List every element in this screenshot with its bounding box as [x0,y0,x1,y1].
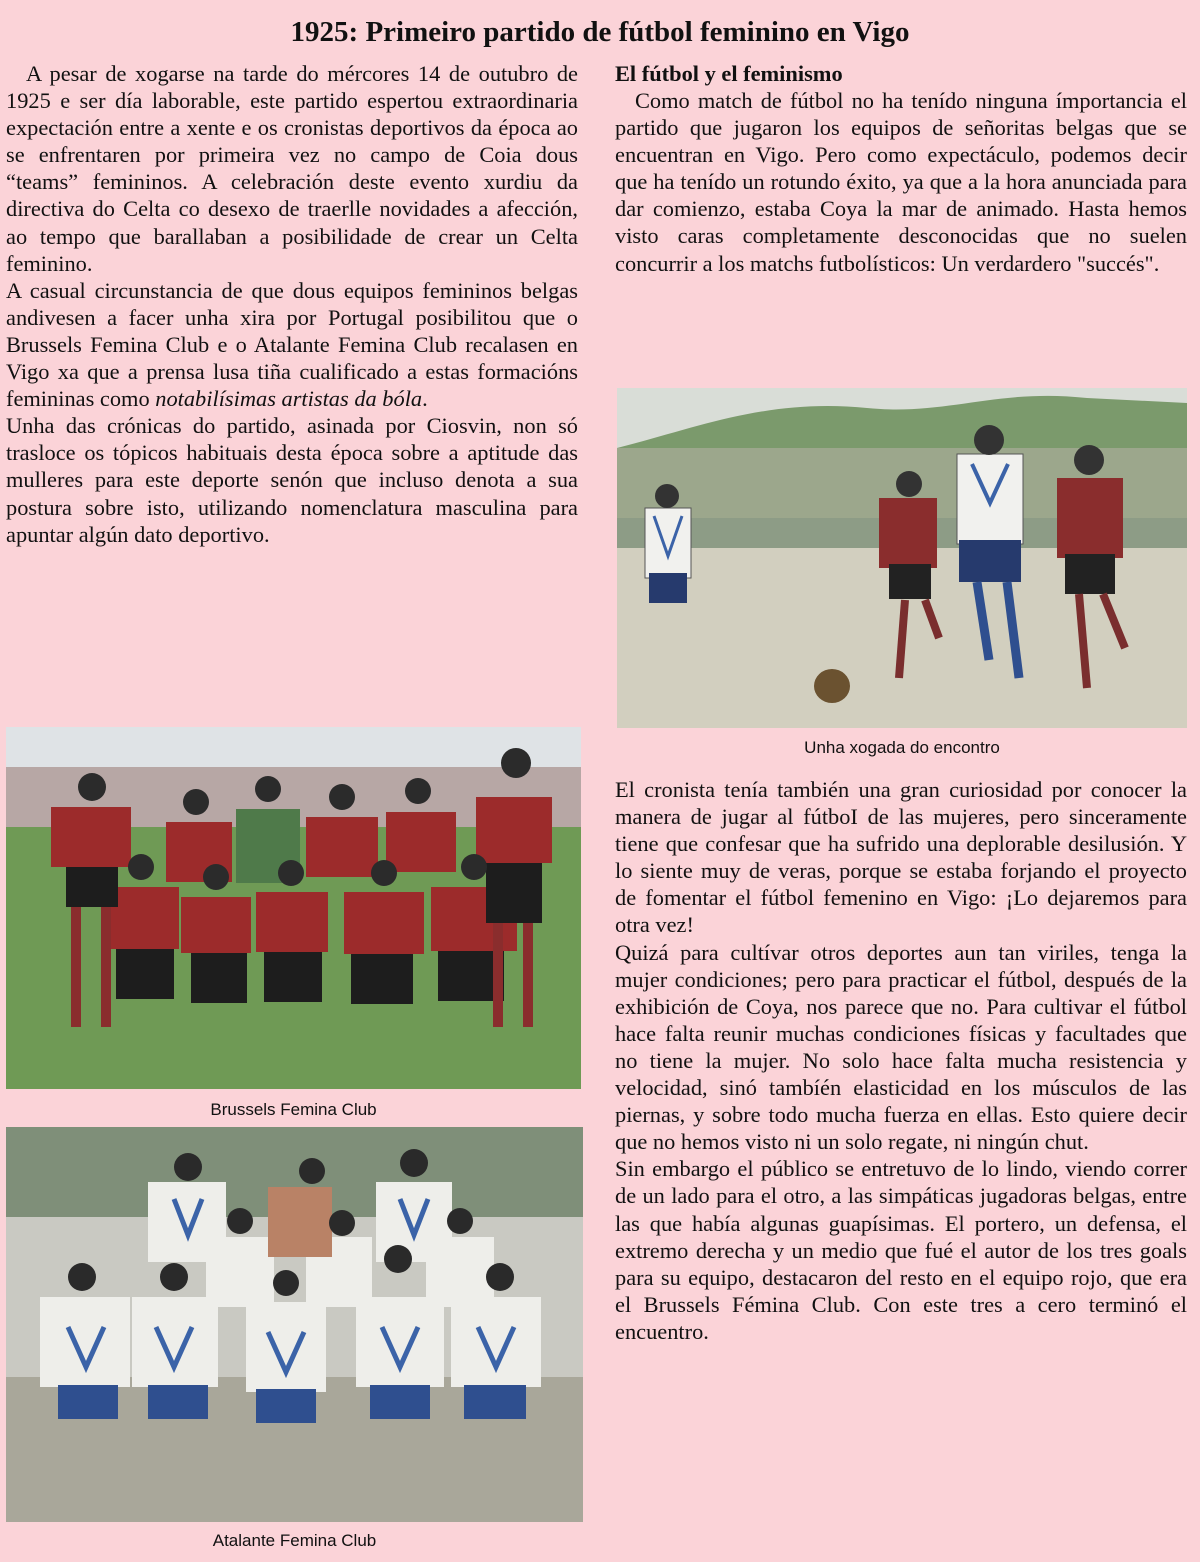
left-column [6,60,578,548]
brussels-photo-caption: Brussels Femina Club [210,1100,377,1119]
left-paragraph-2-text: A casual circunstancia de que dous equipos femininos belgas andivesen a facer unha xira por Portugal posibilitou que o Brussels Femina Club e o Atalante Femina Club recalasen en Vigo xa que a prensa lusa tiña cualificado a estas formacións femininas como [6,277,578,412]
right-paragraph-4: Sin embargo el público se entretuvo de lo lindo, viendo correr de un lado para el otro, a las simpáticas jugadoras belgas, entre las que había algunas guapísimas. El portero, un defensa, el extremo derecha y un medio que fué el autor de los tres goals para su equipo, destacaron del resto en el equipo rojo, que era el Brussels Fémina Club. Con este tres a cero terminó el encuentro. [615,1156,1187,1344]
match-photo-caption: Unha xogada do encontro [804,738,1000,757]
left-paragraph-1: A pesar de xogarse na tarde do mércores 14 de outubro de 1925 e ser día laborable, este partido espertou extraordinaria expectación entre a xente e os cronistas deportivos da época ao se enfrentaren por primeira vez no campo de Coia dous “teams” femininos. A celebración deste evento xurdiu da directiva do Celta co desexo de traerlle novidades a afección, ao tempo que barallaban a posibilidade de crear un Celta feminino. [6,61,578,276]
right-paragraph-1: Como match de fútbol no ha tenído ninguna ímportancia el partido que jugaron los equipos de señoritas belgas que se encuentran en Vigo. Pero como expectáculo, podemos decir que ha tenído un rotundo éxito, ya que a la hora anunciada para dar comienzo, estaba Coya la mar de animado. Hasta hemos visto caras completamente desconocidas que no suelen concurrir a los matchs futbolísticos: Un verdardero "succés". [615,88,1187,276]
right-column-top [615,60,1187,277]
left-paragraph-2 [6,277,578,412]
right-paragraph-2: El cronista tenía también una gran curiosidad por conocer la manera de jugar al fútboI de las mujeres, pero sinceramente tiene que confesar que ha sufrido una deplorable desilusión. Y lo siente muy de veras, porque se estaba forjando el proyecto de fomentar el fútbol femenino en Vigo: ¡Lo dejaremos para otra vez! [615,777,1187,938]
right-column-bottom [615,776,1187,1345]
left-paragraph-3: Unha das crónicas do partido, asinada por Ciosvin, non só trasloce os tópicos habituais desta época sobre a aptitude das mulleres para este deporte senón que incluso denota a sua postura sobre isto, utilizando nomenclatura masculina para apuntar algún dato deportivo. [6,413,578,547]
atalante-team-illustration [6,1127,583,1522]
atalante-team-photo [6,1127,583,1522]
brussels-team-illustration [6,727,581,1089]
left-paragraph-2-quote: notabilísimas artistas da bóla [155,386,423,412]
article-title: 1925: Primeiro partido de fútbol feminino en Vigo [290,16,910,48]
right-paragraph-3: Quizá para cultívar otros deportes aun tan viriles, tenga la mujer condiciones; pero para practicar el fútbol, después de la exhibición de Coya, nos parece que no. Para cultivar el fútbol hace falta reunir muchas condiciones físicas y facultades que no tiene la mujer. No solo hace falta mucha resistencia y velocidad, sinó tambíén elasticidad en los músculos de las piernas, y sobre todo mucha fuerza en ellas. Esto quiere decir que no hemos visto ni un solo regate, ni ningún chut. [615,939,1187,1155]
brussels-team-photo [6,727,581,1089]
section-subheading: El fútbol y el feminismo [615,61,843,86]
match-photo-illustration [617,388,1187,728]
atalante-photo-caption: Atalante Femina Club [212,1531,377,1550]
left-paragraph-2-end: . [422,386,428,412]
match-photo [617,388,1187,728]
